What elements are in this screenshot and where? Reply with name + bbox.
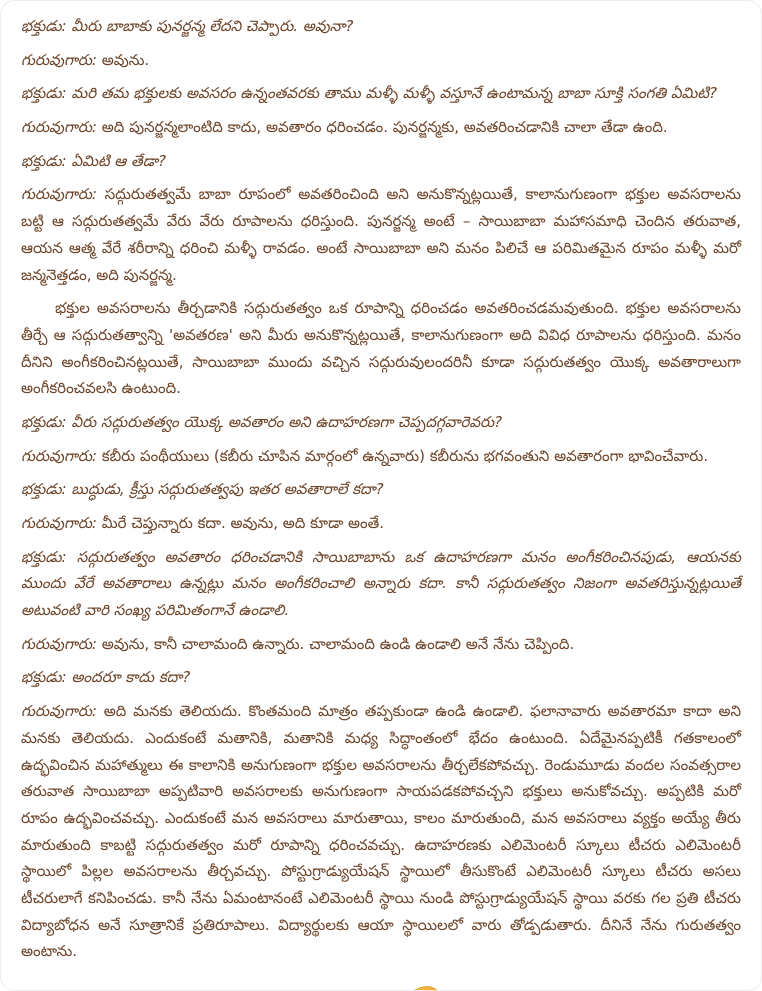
dialogue-paragraph-guru-continuation [21,295,741,402]
dialogue-text: అందరూ కాదు కదా? [71,668,191,687]
dialogue-paragraph-guru [21,698,741,965]
speaker-label: భక్తుడు: [21,17,67,35]
dialogue-paragraph-devotee [21,409,741,436]
dialogue-body [21,13,741,972]
dialogue-text: అవును. [101,50,150,69]
dialogue-text: సద్గురుతత్వం అవతారం ధరించడానికి సాయిబాబాను ఒక ఉదాహరణగా మనం అంగీకరించినపుడు, ఆయనకు ముందు వేరే అవతారాలు ఉన్నట్లు మనం అంగీకరించాలి అన్నారు కదా. కానీ సద్గురుతత్వం నిజంగా అవతరిస్తున్నట్లయితే అటువంటి వారి సంఖ్య పరిమితంగానే ఉండాలి. [21,547,741,620]
dialogue-text: సద్గురుతత్వమే బాబా రూపంలో అవతరించింది అని అనుకొన్నట్లయితే, కాలానుగుణంగా భక్తుల అవసరాలను బట్టి ఆ సద్గురుతత్వమే వేరు వేరు రూపాలను ధరిస్తుంది. పునర్జన్మ అంటే – సాయిబాబా మహాసమాధి చెందిన తరువాత, ఆయన ఆత్మ వేరే శరీరాన్ని ధరించి మళ్ళీ రావడం. అంటే సాయిబాబా అని మనం పిలిచే ఆ పరిమితమైన రూపం మళ్ళీ మరో జన్మనెత్తడం, అది పునర్జన్మ. [21,185,741,284]
speaker-label: భక్తుడు: [21,412,67,431]
dialogue-text: వీరు సద్గురుతత్వం యొక్క అవతారం అని ఉదాహరణగా చెప్పదగ్గవారెవరు? [71,412,503,431]
speaker-label: గురువుగారు: [21,702,97,721]
speaker-label: గురువుగారు: [21,185,97,204]
dialogue-text: భక్తుల అవసరాలను తీర్చడానికి సద్గురుతత్వం ఒక రూపాన్ని ధరించడం అవతరించడమవుతుంది. భక్తుల అవసరాలను తీర్చే ఆ సద్గురుతత్వాన్ని 'అవతరణ' అని మీరు అనుకొన్నట్లయితే, కాలానుగుణంగా అది వివిధ రూపాలను ధరిస్తుంది. మనం దీనిని అంగీకరించినట్లయితే, సాయిబాబా ముందు వచ్చిన సద్గురువులందరినీ కూడా సద్గురుతత్వం యొక్క అవతారాలుగా అంగీకరించవలసి ఉంటుంది. [21,299,741,398]
dialogue-text: అది పునర్జన్మలాంటిది కాదు, అవతారం ధరించడం. పునర్జన్మకు, అవతరించడానికి చాలా తేడా ఉంది. [101,118,668,137]
dialogue-text: అవును, కానీ చాలామంది ఉన్నారు. చాలామంది ఉండి ఉండాలి అనే నేను చెప్పింది. [101,634,575,653]
dialogue-text: బుద్ధుడు, క్రీస్తు సద్గురుతత్వపు ఇతర అవతారాలే కదా? [71,480,384,499]
speaker-label: గురువుగారు: [21,50,97,69]
flower-petals-ornament [315,978,447,991]
dialogue-text: ఏమిటి ఆ తేడా? [71,151,166,170]
dialogue-paragraph-devotee [21,544,741,624]
dialogue-text: మరి తమ భక్తులకు అవసరం ఉన్నంతవరకు తాము మళ్ళీ మళ్ళీ వస్తూనే ఉంటామన్న బాబా సూక్తి సంగతి ఏమిటి? [71,84,717,103]
speaker-label: భక్తుడు: [21,668,67,687]
dialogue-paragraph-guru [21,114,741,141]
dialogue-text: మీరు బాబాకు పునర్జన్మ లేదని చెప్పారు. అవునా? [71,17,354,35]
dialogue-paragraph-guru [21,47,741,74]
dialogue-paragraph-devotee [21,80,741,107]
dialogue-paragraph-devotee [21,664,741,691]
dialogue-text: అది మనకు తెలియదు. కొంతమంది మాత్రం తప్పకుండా ఉండి ఉండాలి. ఫలానావారు అవతారమా కాదా అని మనకు తెలియదు. ఎందుకంటే మతానికి, మతానికి మధ్య సిద్ధాంతంలో భేదం ఉంటుంది. ఏదేమైనప్పటికీ గతకాలంలో ఉద్భవించిన మహాత్ములు ఈ కాలానికి అనుగుణంగా భక్తుల అవసరాలను తీర్చలేకపోవచ్చు. రెండుమూడు వందల సంవత్సరాల తరువాత సాయిబాబా అప్పటివారి అవసరాలకు అనుగుణంగా సాయపడకపోవచ్చని భక్తులు అనుకోవచ్చు. అప్పటికి మరో రూపం ఉద్భవించవచ్చు. ఎందుకంటే మన అవసరాలు మారుతాయి, కాలం మారుతుంది, మన అవసరాలు వ్యక్తం అయ్యే తీరు మారుతుంది కాబట్టి సద్గురుతత్వం మరో రూపాన్ని ధరించవచ్చు. ఉదాహరణకు ఎలిమెంటరీ స్కూలు టీచరు ఎలిమెంటరీ స్థాయిలో పిల్లల అవసరాలను తీర్చవచ్చు. పోస్టుగ్రాడ్యుయేషన్ స్థాయిలో తీసుకొంటే ఎలిమెంటరీ స్కూలు టీచరు అసలు టీచరులాగే కనిపించడు. కానీ నేను ఏమంటానంటే ఎలిమెంటరీ స్థాయి నుండి పోస్టుగ్రాడ్యుయేషన్ స్థాయి వరకు గల ప్రతి టీచరు విద్యాబోధన అనే సూత్రానికే ప్రతిరూపాలు. విద్యార్థులకు ఆయా స్థాయిలలో వారు తోడ్పడుతారు. దీనినే నేను గురుతత్వం అంటాను. [21,702,741,961]
dialogue-paragraph-guru [21,181,741,288]
speaker-label: గురువుగారు: [21,118,97,137]
speaker-label: భక్తుడు: [21,84,67,103]
speaker-label: భక్తుడు: [21,547,67,566]
dialogue-paragraph-devotee [21,13,741,40]
footer-ornament-row [21,972,741,991]
speaker-label: భక్తుడు: [21,480,67,499]
dialogue-text: మీరే చెప్తున్నారు కదా. అవును, అది కూడా అంతే. [101,514,385,532]
speaker-label: గురువుగారు: [21,634,97,653]
dialogue-paragraph-devotee [21,148,741,175]
speaker-label: గురువుగారు: [21,446,97,465]
dialogue-text: కబీరు పంథీయులు (కబీరు చూపిన మార్గంలో ఉన్నవారు) కబీరును భగవంతుని అవతారంగా భావించేవారు. [101,446,709,465]
petal-group-right [394,987,445,991]
dialogue-paragraph-devotee [21,476,741,503]
dialogue-paragraph-guru [21,631,741,658]
dialogue-paragraph-guru [21,510,741,537]
dialogue-paragraph-guru [21,443,741,470]
speaker-label: గురువుగారు: [21,514,97,532]
speaker-label: భక్తుడు: [21,151,67,170]
